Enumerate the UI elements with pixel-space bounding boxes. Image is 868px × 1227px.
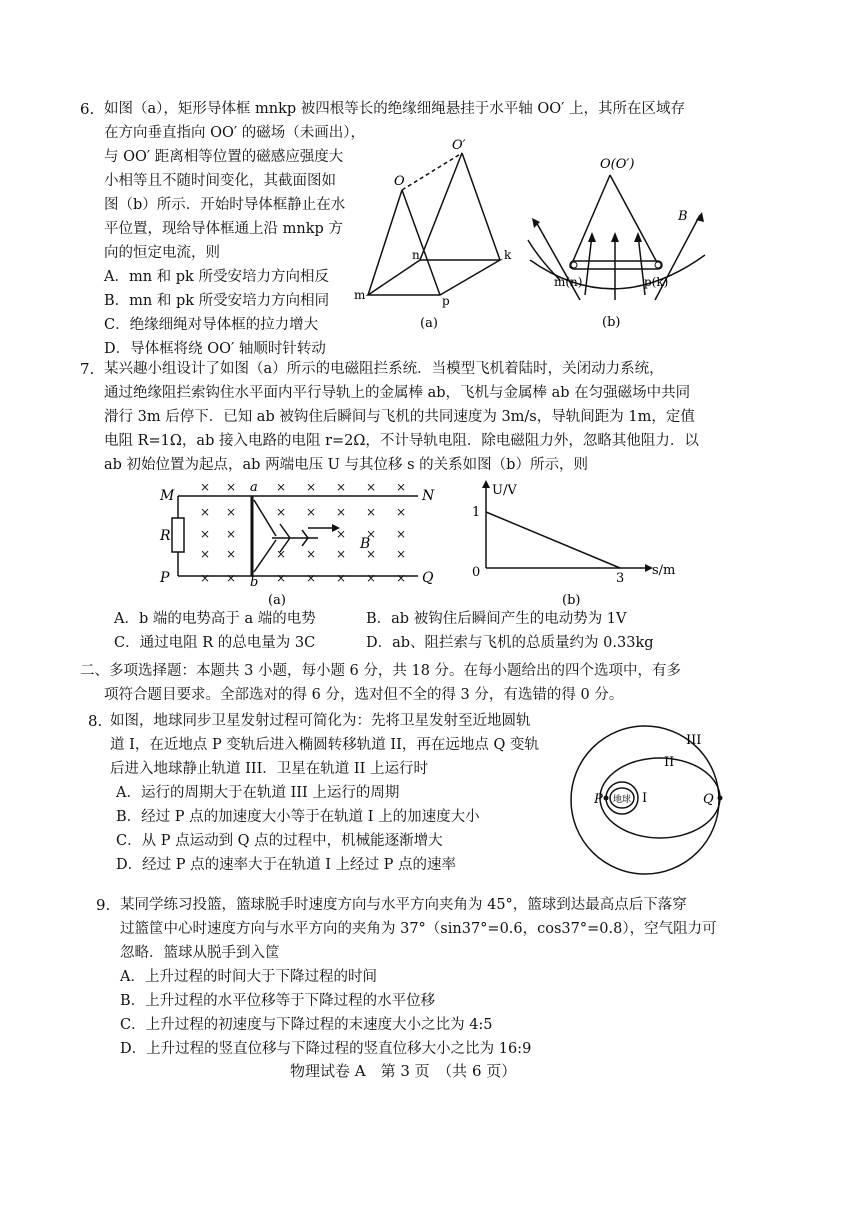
q7b-tick-x3: 3	[616, 571, 625, 586]
q8-option-d: D．经过 P 点的速率大于在轨道 I 上经过 P 点的速率	[116, 857, 457, 873]
q7-option-b: B．ab 被钩住后瞬间产生的电动势为 1V	[366, 611, 627, 627]
q8-label-earth: 地球	[613, 795, 632, 805]
q8-stem-line1: 如图，地球同步卫星发射过程可简化为：先将卫星发射至近地圆轨	[110, 713, 531, 729]
q6a-label-o-prime: O′	[452, 138, 466, 153]
section2-heading-line1: 二、多项选择题：本题共 3 小题，每小题 6 分，共 18 分。在每小题给出的四个选项中，有多	[80, 663, 682, 679]
q7a-label-field-b: B	[360, 536, 371, 552]
svg-text:×: ×	[396, 571, 407, 585]
q8-figure-orbits	[560, 722, 730, 882]
svg-text:×: ×	[366, 547, 377, 561]
q7a-label-r: R	[160, 528, 171, 544]
q6-option-d: D．导体框将绕 OO′ 轴顺时针转动	[104, 341, 326, 357]
svg-text:×: ×	[306, 571, 317, 585]
q7a-label-q: Q	[422, 570, 434, 586]
q6b-caption: (b)	[602, 315, 621, 330]
q6-stem-line2: 在方向垂直指向 OO′ 的磁场（未画出），	[104, 125, 366, 141]
svg-text:×: ×	[226, 480, 237, 494]
q6a-label-n: n	[412, 248, 420, 262]
q8-option-a: A．运行的周期大于在轨道 III 上运行的周期	[116, 785, 400, 801]
svg-text:×: ×	[366, 571, 377, 585]
q7b-tick-y1: 1	[472, 505, 481, 520]
q9-option-c: C．上升过程的初速度与下降过程的末速度大小之比为 4:5	[120, 1017, 493, 1033]
q8-label-q: Q	[703, 792, 714, 807]
q8-label-i: I	[642, 791, 648, 806]
q7a-label-b: b	[250, 575, 259, 590]
q9-stem-line3: 忽略．篮球从脱手到入筐	[120, 945, 280, 961]
q7a-label-n: N	[422, 488, 435, 504]
q6-figure-b	[520, 150, 720, 335]
svg-text:×: ×	[366, 480, 377, 494]
q7-stem-line4: 电阻 R=1Ω，ab 接入电路的电阻 r=2Ω，不计导轨电阻．除电磁阻力外，忽略其他阻力．以	[104, 433, 699, 449]
q7-option-a: A．b 端的电势高于 a 端的电势	[114, 611, 316, 627]
svg-text:×: ×	[396, 505, 407, 519]
q6-stem-line6: 平位置，现给导体框通上沿 mnkp 方	[104, 221, 343, 237]
q9-option-b: B．上升过程的水平位移等于下降过程的水平位移	[120, 993, 436, 1009]
q6b-label-b: B	[678, 209, 688, 224]
q6-stem-line5: 图（b）所示．开始时导体框静止在水	[104, 197, 346, 213]
q7a-label-p: P	[160, 570, 170, 586]
q8-label-iii: III	[686, 733, 702, 748]
q7a-label-m: M	[160, 488, 175, 504]
svg-text:×: ×	[396, 547, 407, 561]
q8-stem-line2: 道 I，在近地点 P 变轨后进入椭圆转移轨道 II，再在远地点 Q 变轨	[110, 737, 539, 753]
q6-figure-a	[340, 135, 530, 335]
svg-text:×: ×	[336, 547, 347, 561]
svg-text:×: ×	[226, 547, 237, 561]
q9-stem-line2: 过篮筐中心时速度方向与水平方向的夹角为 37°（sin37°=0.6，cos37°=0.8），空气阻力可	[120, 921, 717, 937]
svg-text:×: ×	[396, 480, 407, 494]
svg-text:×: ×	[396, 527, 407, 541]
svg-text:×: ×	[226, 571, 237, 585]
q6-number: 6.	[80, 100, 95, 118]
q6a-label-p: p	[442, 294, 450, 308]
q7-stem-line2: 通过绝缘阻拦索钩住水平面内平行导轨上的金属棒 ab，飞机与金属棒 ab 在匀强磁场中共同	[104, 385, 691, 401]
q9-stem-line1: 某同学练习投篮，篮球脱手时速度方向与水平方向夹角为 45°，篮球到达最高点后下落穿	[120, 897, 687, 913]
svg-text:×: ×	[200, 527, 211, 541]
svg-text:×: ×	[336, 480, 347, 494]
svg-text:×: ×	[226, 527, 237, 541]
q6-stem-line7: 向的恒定电流，则	[104, 245, 220, 261]
svg-text:×: ×	[306, 547, 317, 561]
page-footer: 物理试卷 A 第 3 页 （共 6 页）	[290, 1062, 517, 1080]
svg-text:×: ×	[366, 527, 377, 541]
svg-text:×: ×	[366, 505, 377, 519]
q6b-label-mn: m(n)	[554, 275, 583, 289]
q7-stem-line1: 某兴趣小组设计了如图（a）所示的电磁阻拦系统．当模型飞机着陆时，关闭动力系统，	[104, 361, 664, 377]
q6-option-b: B．mn 和 pk 所受安培力方向相同	[104, 293, 330, 309]
q8-label-p: P	[594, 792, 603, 807]
q6a-caption: (a)	[420, 316, 438, 331]
q7a-caption: (a)	[268, 593, 286, 608]
q6-option-a: A．mn 和 pk 所受安培力方向相反	[104, 269, 329, 285]
q7b-ylabel: U/V	[492, 483, 517, 498]
q8-option-b: B．经过 P 点的加速度大小等于在轨道 I 上的加速度大小	[116, 809, 480, 825]
q6-option-c: C．绝缘细绳对导体框的拉力增大	[104, 317, 319, 333]
svg-text:×: ×	[226, 505, 237, 519]
svg-text:×: ×	[276, 480, 287, 494]
svg-text:×: ×	[200, 480, 211, 494]
q6-stem-line4: 小相等且不随时间变化，其截面图如	[104, 173, 336, 189]
svg-text:×: ×	[336, 505, 347, 519]
q7b-tick-x0: 0	[472, 565, 481, 580]
q8-stem-line3: 后进入地球静止轨道 III．卫星在轨道 II 上运行时	[110, 761, 428, 777]
q9-option-a: A．上升过程的时间大于下降过程的时间	[120, 969, 377, 985]
q7b-xlabel: s/m	[652, 563, 676, 578]
q6-stem-line3: 与 OO′ 距离相等位置的磁感应强度大	[104, 149, 344, 165]
q7-figure-b	[460, 478, 680, 608]
q7-number: 7.	[80, 360, 95, 378]
q6-stem-line1: 如图（a），矩形导体框 mnkp 被四根等长的绝缘细绳悬挂于水平轴 OO′ 上，其所在区域存	[104, 101, 686, 117]
q7b-u-line	[486, 512, 620, 568]
q7-figure-a	[150, 478, 450, 608]
svg-text:×: ×	[200, 571, 211, 585]
q9-number: 9.	[96, 896, 111, 914]
svg-text:×: ×	[276, 505, 287, 519]
section2-heading-line2: 项符合题目要求。全部选对的得 6 分，选对但不全的得 3 分，有选错的得 0 分。	[104, 687, 624, 703]
q8-option-c: C．从 P 点运动到 Q 点的过程中，机械能逐渐增大	[116, 833, 443, 849]
q7-stem-line3: 滑行 3m 后停下．已知 ab 被钩住后瞬间与飞机的共同速度为 3m/s，导轨间距为 1m，定值	[104, 409, 695, 425]
q9-option-d: D．上升过程的竖直位移与下降过程的竖直位移大小之比为 16:9	[120, 1041, 532, 1057]
q6b-label-pk: p(k)	[644, 275, 669, 289]
svg-text:×: ×	[200, 547, 211, 561]
q7-option-c: C．通过电阻 R 的总电量为 3C	[114, 635, 316, 651]
svg-text:×: ×	[336, 571, 347, 585]
q7-option-d: D．ab、阻拦索与飞机的总质量约为 0.33kg	[366, 635, 654, 651]
svg-text:×: ×	[306, 505, 317, 519]
q6b-label-o: O(O′)	[600, 157, 635, 172]
q6a-label-m: m	[354, 288, 366, 302]
q7b-caption: (b)	[562, 593, 581, 608]
q8-number: 8.	[88, 712, 103, 730]
svg-text:×: ×	[276, 547, 287, 561]
q6a-label-k: k	[504, 248, 512, 262]
q7-stem-line5: ab 初始位置为起点，ab 两端电压 U 与其位移 s 的关系如图（b）所示，则	[104, 457, 588, 473]
svg-text:×: ×	[276, 571, 287, 585]
q7a-label-a: a	[250, 480, 258, 495]
svg-text:×: ×	[200, 505, 211, 519]
q6a-label-o: O	[394, 174, 405, 189]
svg-text:×: ×	[336, 527, 347, 541]
q8-label-ii: II	[664, 755, 675, 770]
svg-text:×: ×	[306, 480, 317, 494]
